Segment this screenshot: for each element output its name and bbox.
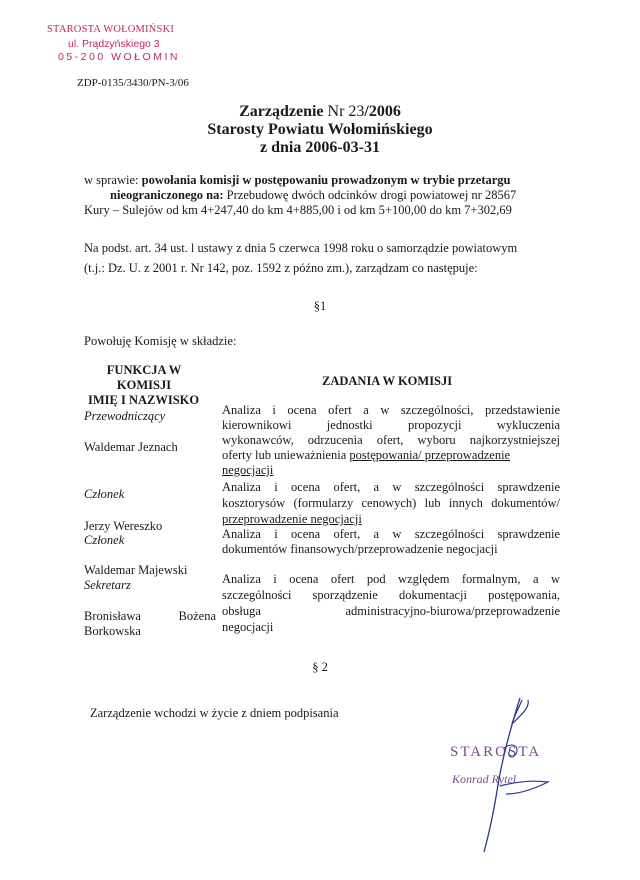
member-role: Przewodniczący [84,409,166,423]
column-header-function [84,363,204,408]
title-number: Nr 23 [327,103,365,120]
member-name-surname: Borkowska [84,624,141,638]
member-task-line: Analiza i ocena ofert pod względem formalnym, a w [222,572,560,586]
document-date: z dnia 2006-03-31 [260,139,380,156]
basis-line-2: (t.j.: Dz. U. z 2001 r. Nr 142, poz. 1592 z późno zm.), zarządzam co następuje: [84,261,478,275]
subject-line-1 [84,173,511,188]
task-text-underlined: postępowania/ przeprowadzenie [349,448,511,462]
member-name: Waldemar Jeznach [84,440,178,454]
member-task-line: szczególności sporządzenie dokumentacji postępowania, [222,588,560,602]
member-task-line: Analiza i ocena ofert a w szczególności, przedstawienie [222,403,560,417]
column-header-tasks: ZADANIA W KOMISJI [322,374,453,388]
member-task-line: przeprowadzenie negocjacji [222,512,362,526]
member-role: Członek [84,533,125,547]
column-header-function-line-2: KOMISJI [116,378,172,392]
member-task-line: wykonawców, odrzucenia ofert, wyboru najkorzystniejszej [222,433,560,447]
member-task-line: Analiza i ocena ofert, a w szczególności sprawdzenie [222,527,560,541]
handwritten-signature [440,690,590,860]
office-stamp-street: ul. Prądzyńskiego 3 [68,38,160,50]
intro-text: Powołuję Komisję w składzie: [84,334,237,348]
document-issuer: Starosty Powiatu Wołomińskiego [207,121,433,138]
section-2-heading: § 2 [312,660,328,674]
column-header-function-line-1: FUNKCJA W [106,363,182,377]
member-name: Waldemar Majewski [84,563,188,577]
member-name-first: Bronisława [84,609,141,623]
subject-line-2 [110,188,516,203]
member-task-line: negocjacji [222,463,274,477]
member-task-line: Analiza i ocena ofert, a w szczególności sprawdzenie [222,480,560,494]
member-task-line: kosztorysów (formularzy cenowych) lub innych dokumentów/ [222,496,560,510]
member-task-line [222,448,560,463]
signature-stamp-name: Konrad Rytel [452,772,517,786]
basis-line-1: Na podst. art. 34 ust. l ustawy z dnia 5 czerwca 1998 roku o samorządzie powiatowym [84,241,518,255]
subject-bold-1: powołania komisji w postępowaniu prowadzonym w trybie przetargu [141,173,511,187]
title-prefix: Zarządzenie [239,103,324,120]
subject-line-3: Kury – Sulejów od km 4+247,40 do km 4+885,00 i od km 5+100,00 do km 7+302,69 [84,203,512,217]
subject-lead: w sprawie: [84,173,139,187]
reference-number: ZDP-0135/3430/PN-3/06 [77,77,189,89]
task-text: oferty lub unieważnienia [222,448,350,462]
member-task-line: negocjacji [222,620,274,634]
member-name [84,609,216,624]
closing-text: Zarządzenie wchodzi w życie z dniem podpisania [90,706,339,720]
member-role: Członek [84,487,125,501]
title-year: /2006 [364,103,401,120]
member-name: Jerzy Wereszko [84,519,163,533]
member-task-line: dokumentów finansowych/przeprowadzenie negocjacji [222,542,498,556]
subject-rest-2: Przebudowę dwóch odcinków drogi powiatowej nr 28567 [226,188,517,202]
member-task-line: obsługa administracyjno-biurowa/przeprowadzenie [222,604,560,618]
section-1-heading: §1 [313,299,327,313]
member-name-second: Bożena [178,609,216,623]
document-title [0,103,640,121]
signature-stamp-title: STAROSTA [450,744,542,760]
member-role: Sekretarz [84,578,131,592]
member-task-line: kierownikowi jednostki propozycji wykluczenia [222,418,560,432]
subject-bold-2: nieograniczonego na: [110,188,224,202]
office-stamp-title: STAROSTA WOŁOMIŃSKI [47,24,175,35]
office-stamp-city: 05-200 WOŁOMIN [58,51,180,63]
column-header-function-line-3: IMIĘ I NAZWISKO [88,393,200,407]
